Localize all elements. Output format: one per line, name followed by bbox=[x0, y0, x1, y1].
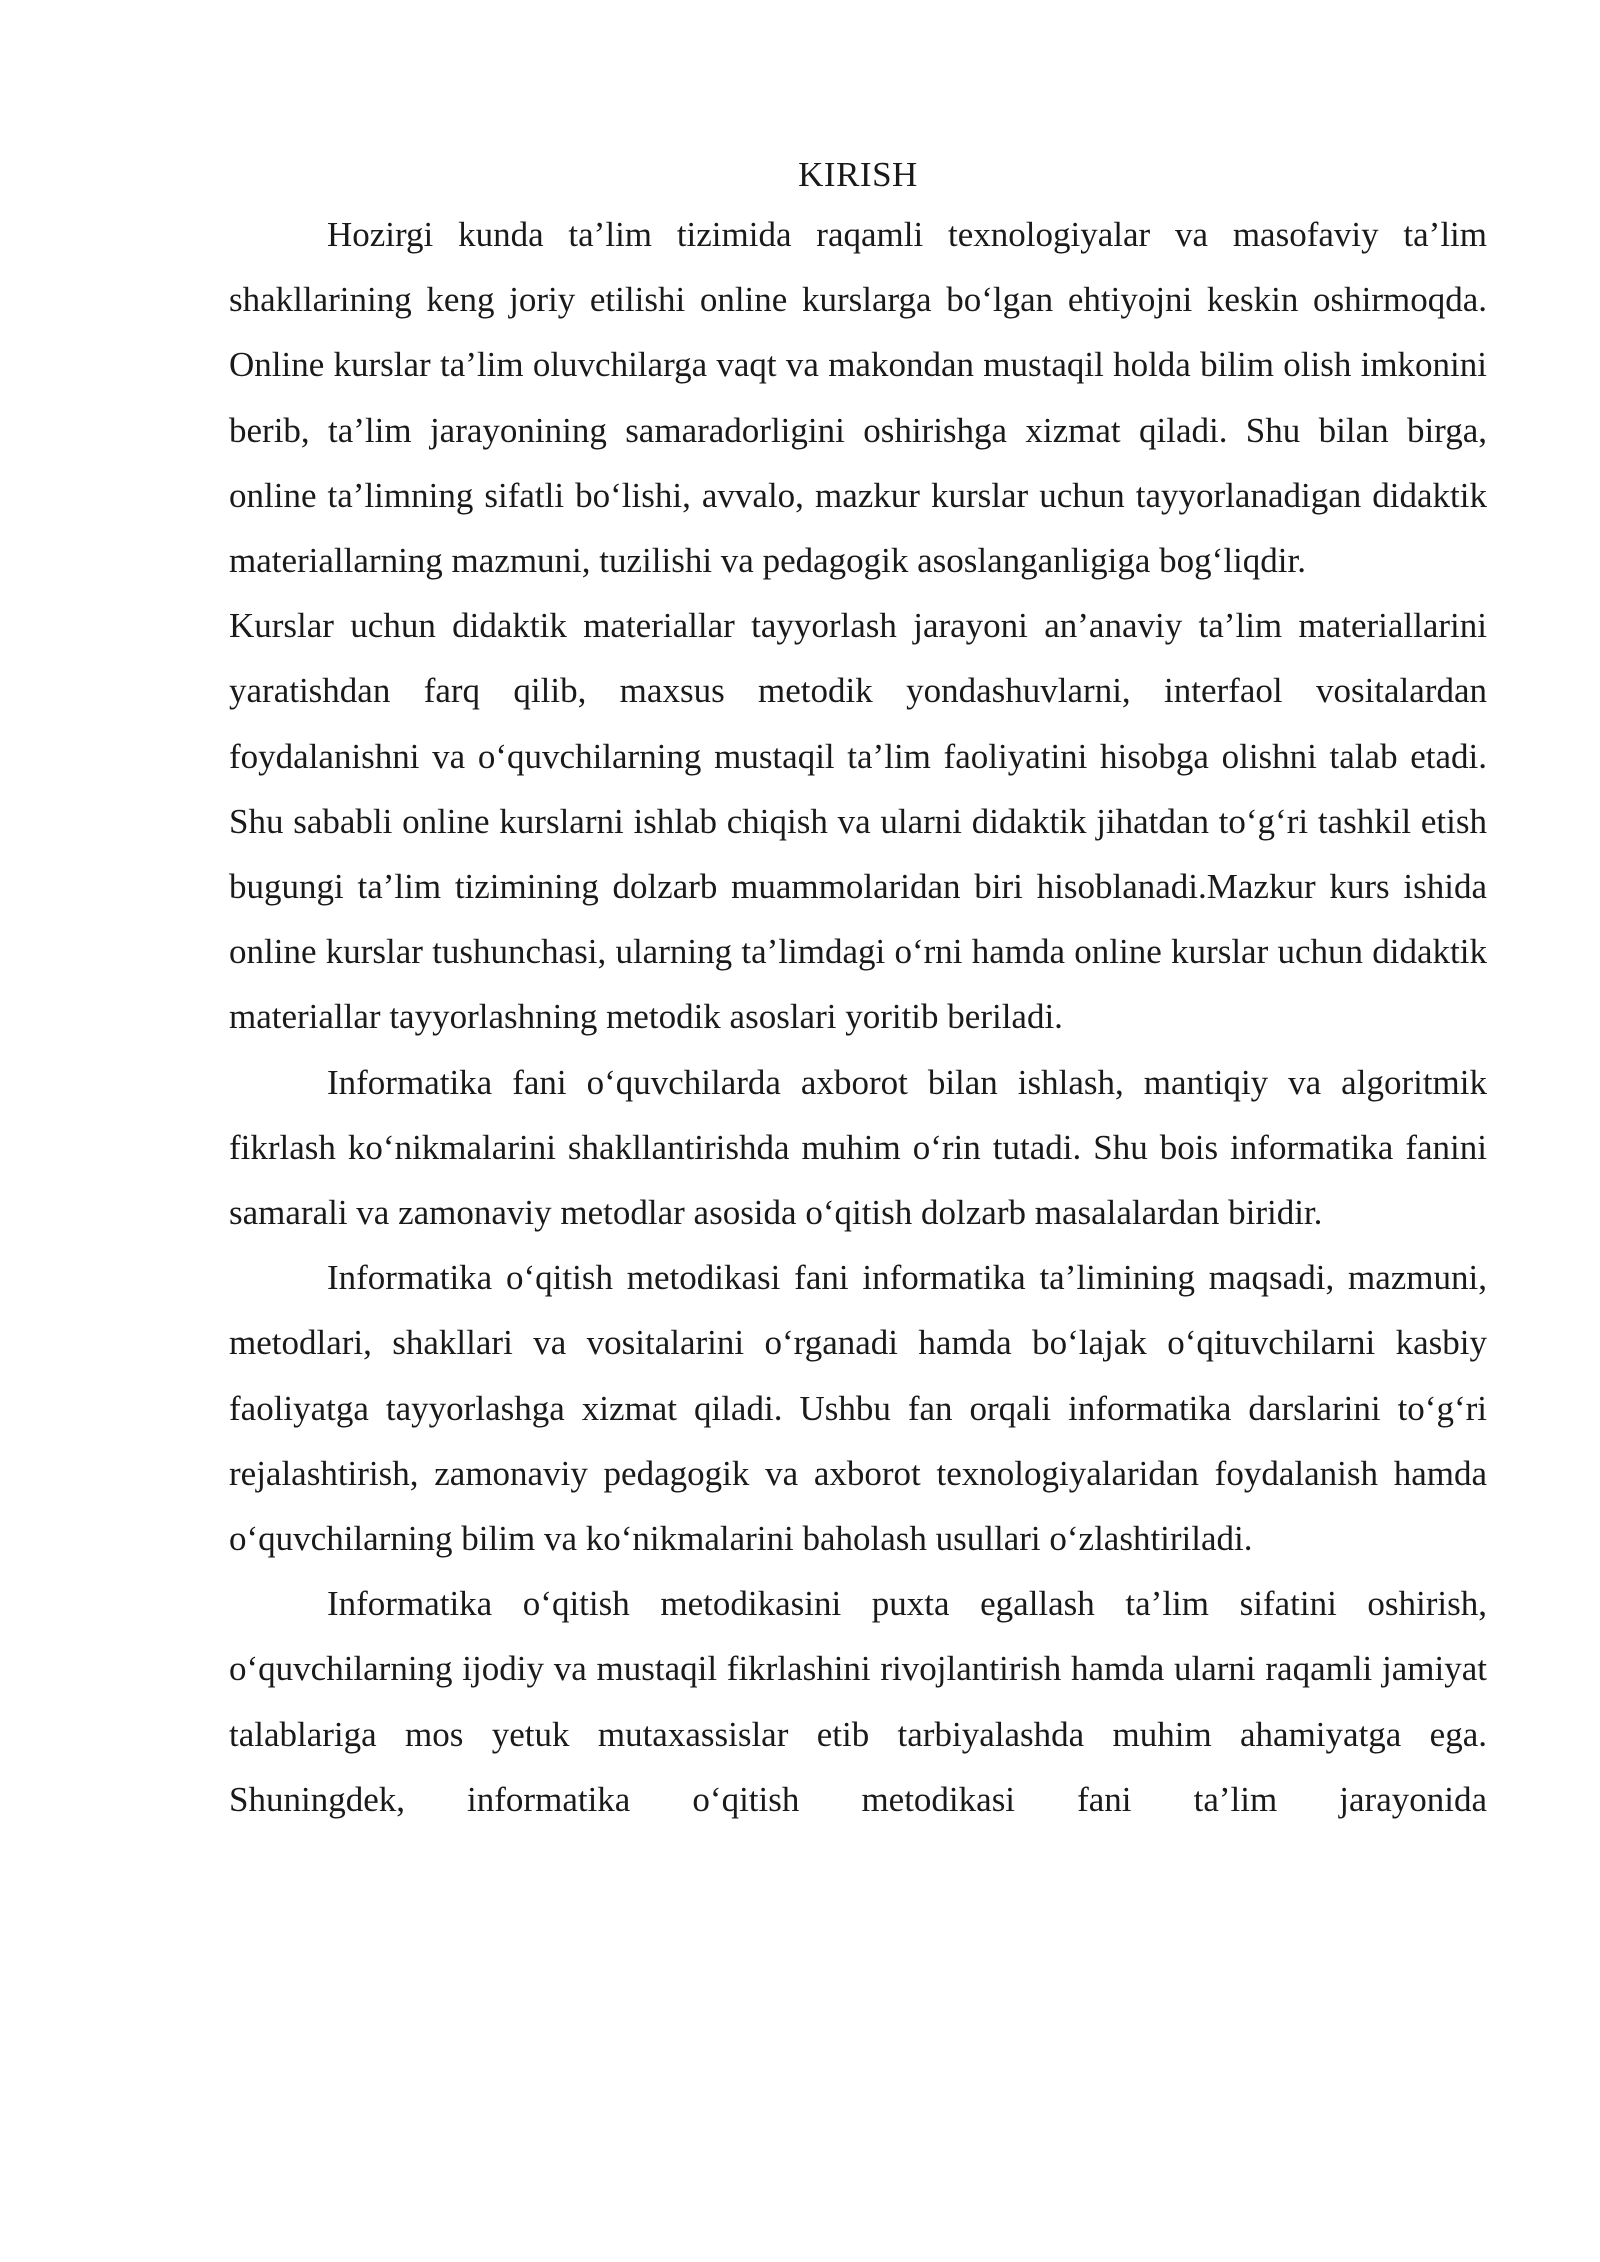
paragraph-2: Kurslar uchun didaktik materiallar tayyorlash jarayoni an’anaviy ta’lim materiallarini yaratishdan farq qilib, maxsus metodik yondashuvlarni, interfaol vositalardan foydalanishni va o‘quvchilarning mustaqil ta’lim faoliyatini hisobga olishni talab etadi. Shu sababli online kurslarni ishlab chiqish va ularni didaktik jihatdan to‘g‘ri tashkil etish bugungi ta’lim tizimining dolzarb muammolaridan biri hisoblanadi.Mazkur kurs ishida online kurslar tushunchasi, ularning ta’limdagi o‘rni hamda online kurslar uchun didaktik materiallar tayyorlashning metodik asoslari yoritib beriladi. bbox=[229, 606, 1487, 1037]
page-title: KIRISH bbox=[798, 155, 918, 194]
paragraph-1: Hozirgi kunda ta’lim tizimida raqamli texnologiyalar va masofaviy ta’lim shakllarining keng joriy etilishi online kurslarga bo‘lgan ehtiyojni keskin oshirmoqda. Online kurslar ta’lim oluvchilarga vaqt va makondan mustaqil holda bilim olish imkonini berib, ta’lim jarayonining samaradorligini oshirishga xizmat qiladi. Shu bilan birga, online ta’limning sifatli bo‘lishi, avvalo, mazkur kurslar uchun tayyorlanadigan didaktik materiallarning mazmuni, tuzilishi va pedagogik asoslanganligiga bog‘liqdir. bbox=[229, 215, 1487, 581]
document-body bbox=[229, 148, 1487, 1832]
paragraph-5: Informatika o‘qitish metodikasini puxta egallash ta’lim sifatini oshirish, o‘quvchilarning ijodiy va mustaqil fikrlashini rivojlantirish hamda ularni raqamli jamiyat talablariga mos yetuk mutaxassislar etib tarbiyalashda muhim ahamiyatga ega. Shuningdek, informatika o‘qitish metodikasi fani ta’lim jarayonida bbox=[229, 1584, 1487, 1819]
paragraph-3: Informatika fani o‘quvchilarda axborot bilan ishlash, mantiqiy va algoritmik fikrlash ko‘nikmalarini shakllantirishda muhim o‘rin tutadi. Shu bois informatika fanini samarali va zamonaviy metodlar asosida o‘qitish dolzarb masalalardan biridir. bbox=[229, 1062, 1487, 1233]
paragraph-4: Informatika o‘qitish metodikasi fani informatika ta’limining maqsadi, mazmuni, metodlari, shakllari va vositalarini o‘rganadi hamda bo‘lajak o‘qituvchilarni kasbiy faoliyatga tayyorlashga xizmat qiladi. Ushbu fan orqali informatika darslarini to‘g‘ri rejalashtirish, zamonaviy pedagogik va axborot texnologiyalaridan foydalanish hamda o‘quvchilarning bilim va ko‘nikmalarini baholash usullari o‘zlashtiriladi. bbox=[229, 1258, 1487, 1559]
